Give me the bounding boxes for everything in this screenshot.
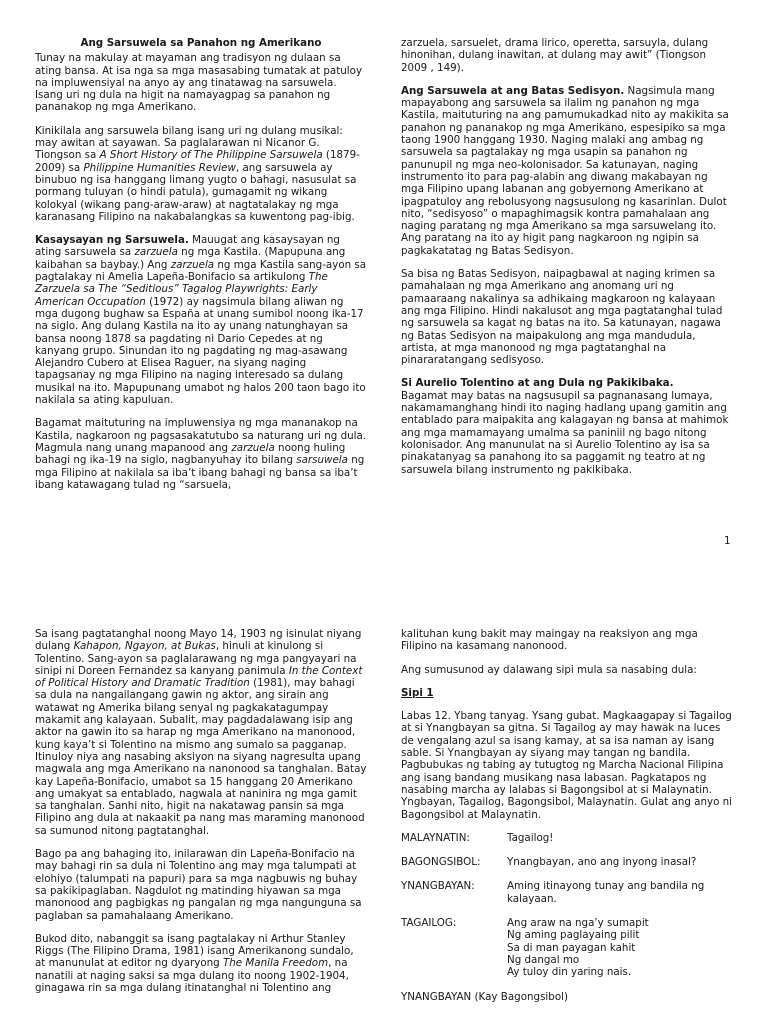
text: , na nanatili at naging saksi sa mga dulang ito noong 1902-1904, ginagawa rin sa mga dulang itinatanghal ni Tolentino ang — [35, 957, 349, 995]
paragraph: zarzuela, sarsuelet, drama lirico, operetta, sarsuyla, dulang hinonihan, dulang inawitan, at dulang may awit” (Tiongson 2009 , 149). — [401, 37, 709, 74]
text: (1972) ay nagsimula bilang aliwan ng mga dugong bughaw sa España at unang sumibol noong ika-17 na siglo. Ang dulang Kastila na ito ay unang natunghayan sa bansa noong 1878 sa pagdating ni Dario Cepedes at ng kanyang grupo. Sinundan ito ng pagdating ng mag-asawang Alejandro Cubero at Elisea Raguer, na siyang naging tapagsanay ng mga Filipino na naging interesado sa dulang musikal na ito. Mapupunang umabot ng halos 200 taon bago ito nakilala sa ating kapuluan. — [35, 295, 366, 407]
dialogue-line: Ang araw na nga’y sumapit Ng aming paglayaing pilit Sa di man payagan kahit Ng dangal mo Ay tuloy din yaring nais. — [507, 917, 649, 979]
paragraph: Bago pa ang bahaging ito, inilarawan din Lapeña-Bonifacio na may bahagi rin sa dula ni Tolentino ang may mga talumpati at elohiyo (talumpati na papuri) para sa mga nagbuwis ng buhay sa pakikipaglaban. Nagdulot ng matinding hiyawan sa mga manonood ang pagbigkas ng pangalan ng mga nangunguna sa paglaban sa pamahalaang Amerikano. — [35, 848, 362, 922]
newspaper-title: The Manila Freedom — [222, 957, 329, 970]
paragraph: YNANGBAYAN (Kay Bagongsibol) — [401, 990, 569, 1003]
paragraph — [35, 628, 367, 837]
paragraph — [35, 52, 367, 113]
page-number: 1 — [724, 535, 731, 547]
text: Bagamat may batas na nagsusupil sa pagnanasang lumaya, nakamamanghang hindi ito naging hadlang upang gamitin ang entablado para maipakita ang kalagayan ng bansa at mahimok ang mga mamamayang umalma sa paniniil ng bago nitong kolonisador. Ang manunulat na si Aurelio Tolentino ay isa sa pinakatanyag sa panahong ito sa paggamit ng teatro at ng sarsuwela bilang instrumento ng pakikibaka. — [401, 389, 729, 476]
text: ng mga Filipino at nakilala sa iba’t ibang bahagi ng bansa sa iba’t ibang katawagang tulad ng “sarsuela, — [35, 454, 365, 491]
text: , ang sarsuwela ay binubuo ng isa hanggang limang yugto o bahagi, nasusulat sa pormang tuluyan (o hindi patula), gumagamit ng wikang kolokyal (wikang pang-araw-araw) at nagtatalakay ng mga karanasang Filipino na nakabalangkas sa kuwentong pag-ibig. — [35, 161, 357, 223]
article-title: The Zarzuela sa The “Seditious” Tagalog Playwrights: Early American Occupation — [35, 271, 328, 308]
left-column — [35, 37, 367, 502]
text: Sa isang pagtatanghal noong Mayo 14, 1903 ng isinulat niyang dulang — [35, 628, 362, 653]
speaker-name: TAGAILOG: — [401, 917, 457, 930]
paragraph: Ang sumusunod ay dalawang sipi mula sa nasabing dula: — [401, 663, 697, 676]
speaker-name: BAGONGSIBOL: — [401, 856, 481, 869]
section-heading: Kasaysayan ng Sarsuwela. — [35, 234, 189, 247]
dialogue-row — [401, 880, 733, 905]
left-column — [35, 628, 367, 1005]
document-page-2 — [0, 624, 768, 1024]
section-heading: Si Aurelio Tolentino at ang Dula ng Pakikibaka. — [401, 377, 674, 390]
dialogue-row — [401, 917, 733, 978]
right-column — [401, 628, 733, 1014]
play-title: Kahapon, Ngayon, at Bukas — [73, 640, 216, 653]
text: (1981), may bahagi sa dula na nangailangang gawin ng aktor, ang sirain ang watawat ng Amerika bilang senyal ng pagkakatagumpay makamit ang kalayaan. Subalit, may pagdadalawang isip ang aktor na gawin ito sa harap ng mga Amerikano na manonood, kung kaya’t si Tolentino na mismo ang sumalo sa pagganap. Itinuloy niya ang nasabing aksiyon na siyang nagresulta upang magwala ang mga Amerikano na nanonood sa tanghalan. Batay kay Lapeña-Bonifacio, umabot sa 15 hanggang 20 Amerikano ang umakyat sa entablado, nagwala at naninira ng mga gamit sa tanghalan. Sanhi nito, higit na nakatawag pansin sa mga Filipino ang dula at nakaakit pa nang mas maraming manonood sa sumunod nitong pagtatanghal. — [35, 677, 367, 837]
paragraph — [401, 377, 733, 475]
italic-term: zarzuela — [170, 258, 215, 271]
dialogue-line: Tagailog! — [507, 831, 554, 844]
text: ng mga Kastila sang-ayon sa pagtalakay ni Amelia Lapeña-Bonifacio sa artikulong — [35, 258, 367, 284]
paragraph-text: Tunay na makulay at mayaman ang tradisyon ng dulaan sa ating bansa. At isa nga sa mga masasabing tumatak at patuloy na impluwensiyal na anyo ay ang tinatawag na sarsuwela. Isang uri ng dula na higit na namayagpag sa panahon ng pananakop ng mga Amerikano. — [35, 52, 363, 114]
text: Mauugat ang kasaysayan ng ating sarsuwela sa — [35, 234, 340, 259]
text: Bagamat maituturing na impluwensiya ng mga mananakop na Kastila, nagkaroon ng pagsasakatutubo sa naturang uri ng dula. Magmula nang unang mapanood ang — [35, 417, 367, 454]
paragraph: kalituhan kung bakit may maingay na reaksiyon ang mga Filipino na kasamang nanonood. — [401, 628, 698, 653]
dialogue-row — [401, 856, 733, 868]
italic-term: sarsuwela — [296, 454, 348, 467]
text: Nagsimula mang mapayabong ang sarsuwela sa ilalim ng panahon ng mga Kastila, maituturing na ang pamumukadkad nito ay makikita sa panahon ng pananakop ng mga Amerikano, espesipiko sa mga taong 1900 hanggang 1930. Naging malaki ang ambag ng sarsuwela sa pagtalakay ng mga usapin sa panahon ng panunupil ng mga neo-kolonisador. Sa katunayan, naging instrumento ito para pag-alabin ang diwang makabayan ng mga Filipino upang labanan ang gobyernong Amerikano at ipagpatuloy ang rebolusyong nagsusulong ng kasarinlan. Dulot nito, “sedisyoso” o mapaghimagsik kontra pamahalaan ang naging paratang ng mga Amerikano sa mga sarsuwelang ito. Ang paratang na ito ay higit pang nagkaroon ng ngipin sa pagkakatatag ng Batas Sedisyon. — [401, 84, 729, 257]
paragraph — [35, 933, 367, 994]
right-column — [401, 37, 733, 487]
work-title: In the Context of Political History and Dramatic Tradition — [35, 664, 363, 690]
text: (1879-2009) sa — [35, 149, 360, 174]
paragraph: Labas 12. Ybang tanyag. Ysang gubat. Magkaagapay si Tagailog at si Ynangbayan sa gitna. Si Tagailog ay may hawak na luces de vengalang azul sa isang kamay, at sa isa naman ay isang sable. Si Ynangbayan ay siyang may tangan ng bandila. Pagbubukas ng tabing ay tutugtog ng Marcha Nacional Filipina ang isang bandang musikang nasa labasan. Pagkatapos ng nasabing marcha ay lalabas si Bagongsibol at si Malaynatin. — [401, 710, 732, 796]
italic-term: zarzuela — [134, 246, 178, 259]
text: Bukod dito, nabanggit sa isang pagtalakay ni Arthur Stanley Riggs (The Filipino Drama, 1981) isang Amerikanong sundalo, at manunulat at editor ng dyaryong — [35, 932, 354, 970]
document-title: Ang Sarsuwela sa Panahon ng Amerikano — [80, 37, 322, 49]
text: ng mga Kastila. (Mapupuna ang kaibahan sa baybay.) Ang — [35, 246, 346, 271]
speaker-name: YNANGBAYAN: — [401, 880, 475, 893]
dialogue-line: Aming itinayong tunay ang bandila ng kalayaan. — [507, 880, 705, 905]
text: , hinuli at kinulong si Tolentino. Sang-ayon sa paglalarawang ng mga pangyayari na sinipi ni Doreen Fernandez sa kanyang panimula — [35, 640, 357, 677]
text: noong huling bahagi ng ika-19 na siglo, nagbanyuhay ito bilang — [35, 441, 346, 467]
excerpt-heading: Sipi 1 — [401, 686, 434, 699]
speaker-name: MALAYNATIN: — [401, 831, 470, 844]
dialogue-line: Ynangbayan, ano ang inyong inasal? — [507, 856, 697, 869]
paragraph: Yngbayan, Tagailog, Bagongsibol, Malaynatin. Gulat ang anyo ni Bagongsibol at Malaynatin. — [401, 796, 733, 821]
text: Kinikilala ang sarsuwela bilang isang uri ng dulang musikal: may awitan at sayawan. Sa paglalarawan ni Nicanor G. Tiongson sa — [35, 124, 343, 162]
italic-term: zarzuela — [231, 441, 275, 454]
page-gap — [0, 574, 768, 624]
dialogue-row — [401, 832, 733, 844]
book-title: A Short History of The Philippine Sarsuwela — [99, 149, 323, 162]
section-heading: Ang Sarsuwela at ang Batas Sedisyon. — [401, 84, 625, 97]
paragraph — [35, 234, 367, 406]
paragraph — [35, 417, 367, 491]
paragraph: Sa bisa ng Batas Sedisyon, naipagbawal at naging krimen sa pamahalaan ng mga Amerikano ang anomang uri ng pamaaraang nakalinya sa adhikaing magkaroon ng kalayaan ang mga Filipino. Hindi nakalusot ang mga pagtatanghal tulad ng sarsuwela sa kagat ng batas na ito. Sa katunayan, nagawa ng Batas Sedisyon na maipakulong ang mga mandudula, artista, at mga manonood ng mga pagtatanghal na pinararatangang sedisyoso. — [401, 268, 723, 367]
paragraph — [35, 125, 367, 223]
journal-title: Philippine Humanities Review — [83, 161, 236, 174]
paragraph — [401, 85, 733, 257]
